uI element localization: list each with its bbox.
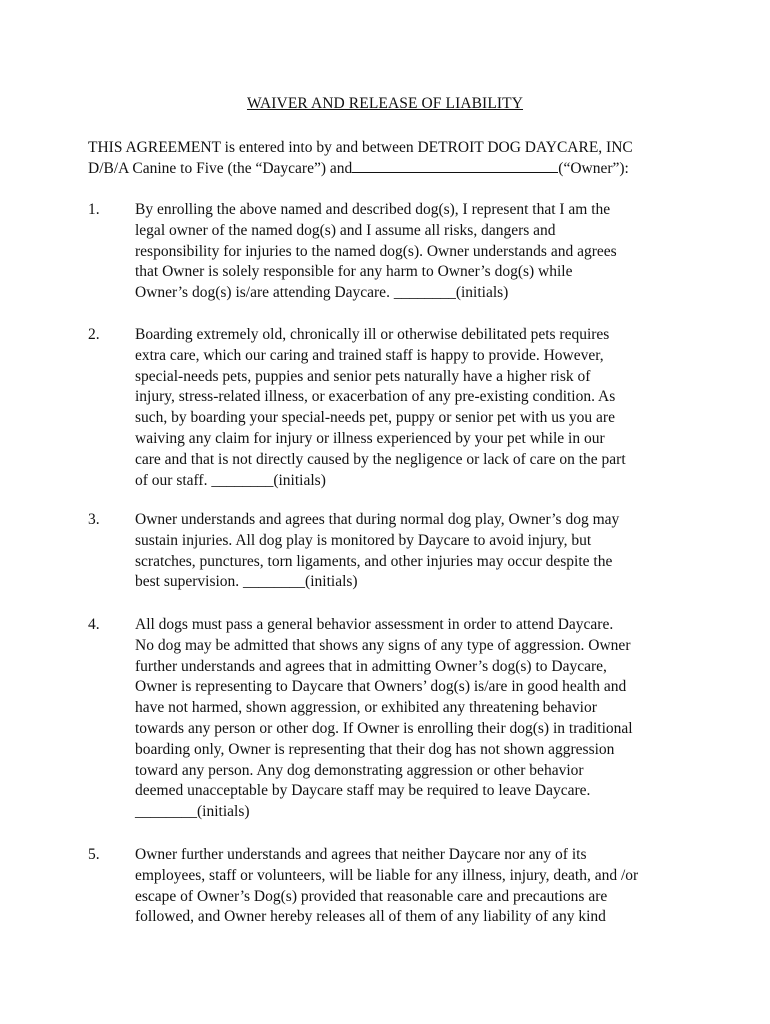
clause-line: special-needs pets, puppies and senior pets naturally have a higher risk of	[135, 367, 591, 385]
clause-text	[135, 615, 695, 823]
clause-line: boarding only, Owner is representing that their dog has not shown aggression	[135, 740, 615, 758]
intro-line-1: THIS AGREEMENT is entered into by and between DETROIT DOG DAYCARE, INC	[88, 139, 633, 156]
owner-name-blank[interactable]	[352, 158, 558, 173]
clause-line: further understands and agrees that in admitting Owner’s dog(s) to Daycare,	[135, 657, 607, 675]
clause-initials-line: of our staff. ________(initials)	[135, 471, 326, 489]
clause-line: scratches, punctures, torn ligaments, and other injuries may occur despite the	[135, 552, 613, 570]
clause-line: care and that is not directly caused by the negligence or lack of care on the part	[135, 450, 626, 468]
clause-number: 4.	[88, 616, 100, 633]
clause-initials-line: ________(initials)	[135, 803, 250, 821]
clause-line: responsibility for injuries to the named dog(s). Owner understands and agrees	[135, 242, 617, 260]
clause-line: followed, and Owner hereby releases all of them of any liability of any kind	[135, 908, 606, 926]
clause-number: 1.	[88, 201, 100, 218]
agreement-intro	[88, 137, 688, 179]
intro-line-2-start: D/B/A Canine to Five (the “Daycare”) and	[88, 160, 353, 177]
intro-line-2	[88, 158, 688, 179]
clause-line: No dog may be admitted that shows any signs of any type of aggression. Owner	[135, 636, 631, 654]
clause-line: Owner understands and agrees that during normal dog play, Owner’s dog may	[135, 511, 620, 528]
clause-line: Owner further understands and agrees that neither Daycare nor any of its	[135, 846, 587, 863]
intro-line-2-end: (“Owner”):	[558, 160, 629, 177]
clause-line: deemed unacceptable by Daycare staff may be required to leave Daycare.	[135, 782, 591, 800]
clause-line: injury, stress-related illness, or exacerbation of any pre-existing condition. As	[135, 388, 616, 406]
clause-text	[135, 845, 695, 928]
clause-line: extra care, which our caring and trained staff is happy to provide. However,	[135, 346, 604, 364]
clause-line: Boarding extremely old, chronically ill or otherwise debilitated pets requires	[135, 326, 610, 343]
clause-number: 2.	[88, 326, 100, 343]
document-title: WAIVER AND RELEASE OF LIABILITY	[246, 95, 524, 112]
clause-text	[135, 325, 695, 491]
clause-text	[135, 200, 695, 304]
clause-line: employees, staff or volunteers, will be liable for any illness, injury, death, and /or	[135, 866, 639, 884]
clause-line: such, by boarding your special-needs pet, puppy or senior pet with us you are	[135, 409, 615, 427]
clause-line: waiving any claim for injury or illness experienced by your pet while in our	[135, 429, 605, 447]
clause-line: that Owner is solely responsible for any harm to Owner’s dog(s) while	[135, 263, 573, 281]
clause-line: Owner is representing to Daycare that Owners’ dog(s) is/are in good health and	[135, 678, 627, 696]
clause-line: have not harmed, shown aggression, or exhibited any threatening behavior	[135, 699, 597, 717]
clause-initials-line: best supervision. ________(initials)	[135, 573, 358, 591]
clause-line: sustain injuries. All dog play is monitored by Daycare to avoid injury, but	[135, 531, 592, 549]
clause-line: By enrolling the above named and described dog(s), I represent that I am the	[135, 201, 611, 218]
clause-line: towards any person or other dog. If Owner is enrolling their dog(s) in traditional	[135, 719, 633, 737]
clause-initials-line: Owner’s dog(s) is/are attending Daycare. ________(initials)	[135, 284, 509, 302]
clause-line: toward any person. Any dog demonstrating aggression or other behavior	[135, 761, 584, 779]
clause-number: 3.	[88, 511, 100, 528]
clause-number: 5.	[88, 846, 100, 863]
clause-text	[135, 510, 695, 593]
clause-line: All dogs must pass a general behavior assessment in order to attend Daycare.	[135, 616, 614, 633]
clause-line: escape of Owner’s Dog(s) provided that reasonable care and precautions are	[135, 887, 608, 905]
clause-line: legal owner of the named dog(s) and I assume all risks, dangers and	[135, 221, 556, 239]
